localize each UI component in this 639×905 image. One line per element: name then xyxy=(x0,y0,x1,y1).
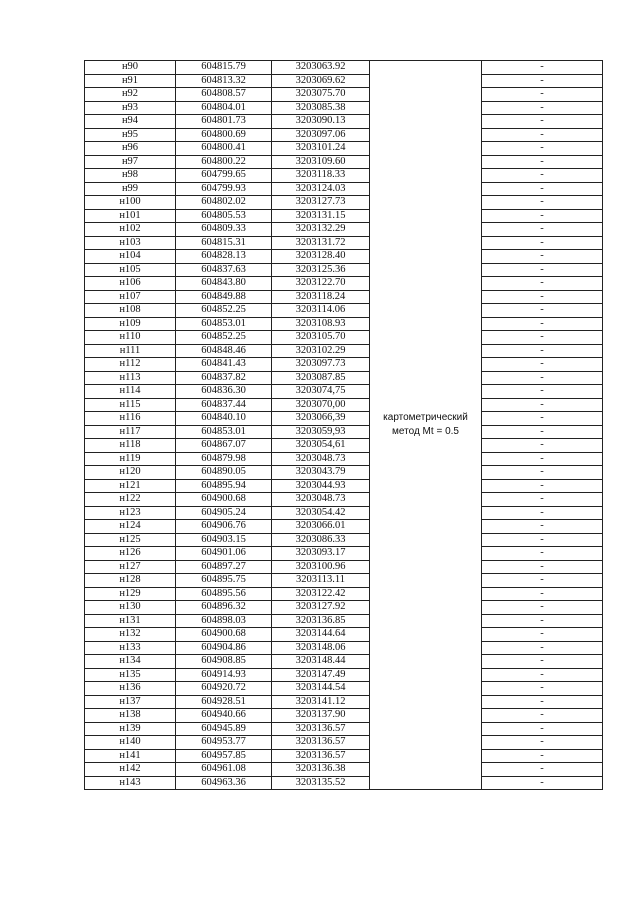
x-coordinate-cell: 604961.08 xyxy=(176,763,272,777)
table-row xyxy=(85,493,603,507)
table-row xyxy=(85,560,603,574)
y-coordinate-cell: 3203102.29 xyxy=(272,344,370,358)
y-coordinate-cell: 3203054.42 xyxy=(272,506,370,520)
point-id-cell: н98 xyxy=(85,169,176,183)
y-coordinate-cell: 3203131.72 xyxy=(272,236,370,250)
point-id-cell: н119 xyxy=(85,452,176,466)
table-row xyxy=(85,223,603,237)
y-coordinate-cell: 3203131.15 xyxy=(272,209,370,223)
point-id-cell: н125 xyxy=(85,533,176,547)
x-coordinate-cell: 604895.94 xyxy=(176,479,272,493)
y-coordinate-cell: 3203148.06 xyxy=(272,641,370,655)
y-coordinate-cell: 3203066,39 xyxy=(272,412,370,426)
y-coordinate-cell: 3203070,00 xyxy=(272,398,370,412)
note-cell: - xyxy=(482,358,603,372)
point-id-cell: н93 xyxy=(85,101,176,115)
table-row xyxy=(85,128,603,142)
table-row xyxy=(85,506,603,520)
table-row xyxy=(85,533,603,547)
table-row xyxy=(85,587,603,601)
x-coordinate-cell: 604853.01 xyxy=(176,425,272,439)
point-id-cell: н124 xyxy=(85,520,176,534)
note-cell: - xyxy=(482,695,603,709)
note-cell: - xyxy=(482,520,603,534)
note-cell: - xyxy=(482,412,603,426)
table-row xyxy=(85,115,603,129)
x-coordinate-cell: 604840.10 xyxy=(176,412,272,426)
method-cell xyxy=(370,61,482,790)
x-coordinate-cell: 604901.06 xyxy=(176,547,272,561)
table-row xyxy=(85,709,603,723)
x-coordinate-cell: 604848.46 xyxy=(176,344,272,358)
note-cell: - xyxy=(482,142,603,156)
x-coordinate-cell: 604815.79 xyxy=(176,61,272,75)
note-cell: - xyxy=(482,304,603,318)
point-id-cell: н135 xyxy=(85,668,176,682)
x-coordinate-cell: 604853.01 xyxy=(176,317,272,331)
coordinates-table-body xyxy=(85,61,603,790)
point-id-cell: н122 xyxy=(85,493,176,507)
y-coordinate-cell: 3203128.40 xyxy=(272,250,370,264)
table-row xyxy=(85,466,603,480)
point-id-cell: н113 xyxy=(85,371,176,385)
point-id-cell: н94 xyxy=(85,115,176,129)
table-row xyxy=(85,439,603,453)
x-coordinate-cell: 604905.24 xyxy=(176,506,272,520)
point-id-cell: н136 xyxy=(85,682,176,696)
note-cell: - xyxy=(482,722,603,736)
note-cell: - xyxy=(482,682,603,696)
point-id-cell: н97 xyxy=(85,155,176,169)
y-coordinate-cell: 3203043.79 xyxy=(272,466,370,480)
point-id-cell: н126 xyxy=(85,547,176,561)
x-coordinate-cell: 604940.66 xyxy=(176,709,272,723)
x-coordinate-cell: 604900.68 xyxy=(176,493,272,507)
x-coordinate-cell: 604815.31 xyxy=(176,236,272,250)
note-cell: - xyxy=(482,155,603,169)
y-coordinate-cell: 3203137.90 xyxy=(272,709,370,723)
table-row xyxy=(85,88,603,102)
x-coordinate-cell: 604895.75 xyxy=(176,574,272,588)
note-cell: - xyxy=(482,209,603,223)
note-cell: - xyxy=(482,61,603,75)
table-row xyxy=(85,155,603,169)
note-cell: - xyxy=(482,169,603,183)
table-row xyxy=(85,74,603,88)
note-cell: - xyxy=(482,196,603,210)
x-coordinate-cell: 604802.02 xyxy=(176,196,272,210)
y-coordinate-cell: 3203105.70 xyxy=(272,331,370,345)
x-coordinate-cell: 604867.07 xyxy=(176,439,272,453)
y-coordinate-cell: 3203136.85 xyxy=(272,614,370,628)
point-id-cell: н107 xyxy=(85,290,176,304)
table-row xyxy=(85,749,603,763)
x-coordinate-cell: 604836.30 xyxy=(176,385,272,399)
y-coordinate-cell: 3203136.57 xyxy=(272,736,370,750)
x-coordinate-cell: 604841.43 xyxy=(176,358,272,372)
y-coordinate-cell: 3203086.33 xyxy=(272,533,370,547)
y-coordinate-cell: 3203113.11 xyxy=(272,574,370,588)
table-row xyxy=(85,776,603,790)
point-id-cell: н102 xyxy=(85,223,176,237)
point-id-cell: н137 xyxy=(85,695,176,709)
point-id-cell: н109 xyxy=(85,317,176,331)
note-cell: - xyxy=(482,277,603,291)
note-cell: - xyxy=(482,439,603,453)
point-id-cell: н117 xyxy=(85,425,176,439)
x-coordinate-cell: 604879.98 xyxy=(176,452,272,466)
note-cell: - xyxy=(482,466,603,480)
point-id-cell: н99 xyxy=(85,182,176,196)
x-coordinate-cell: 604799.65 xyxy=(176,169,272,183)
table-row xyxy=(85,182,603,196)
note-cell: - xyxy=(482,182,603,196)
point-id-cell: н105 xyxy=(85,263,176,277)
point-id-cell: н141 xyxy=(85,749,176,763)
x-coordinate-cell: 604908.85 xyxy=(176,655,272,669)
table-row xyxy=(85,317,603,331)
y-coordinate-cell: 3203069.62 xyxy=(272,74,370,88)
x-coordinate-cell: 604898.03 xyxy=(176,614,272,628)
table-row xyxy=(85,628,603,642)
note-cell: - xyxy=(482,614,603,628)
y-coordinate-cell: 3203048.73 xyxy=(272,493,370,507)
table-row xyxy=(85,358,603,372)
y-coordinate-cell: 3203044.93 xyxy=(272,479,370,493)
note-cell: - xyxy=(482,601,603,615)
y-coordinate-cell: 3203114.06 xyxy=(272,304,370,318)
note-cell: - xyxy=(482,668,603,682)
note-cell: - xyxy=(482,317,603,331)
y-coordinate-cell: 3203135.52 xyxy=(272,776,370,790)
note-cell: - xyxy=(482,128,603,142)
point-id-cell: н104 xyxy=(85,250,176,264)
note-cell: - xyxy=(482,533,603,547)
point-id-cell: н143 xyxy=(85,776,176,790)
note-cell: - xyxy=(482,506,603,520)
x-coordinate-cell: 604957.85 xyxy=(176,749,272,763)
note-cell: - xyxy=(482,250,603,264)
y-coordinate-cell: 3203125.36 xyxy=(272,263,370,277)
point-id-cell: н100 xyxy=(85,196,176,210)
x-coordinate-cell: 604809.33 xyxy=(176,223,272,237)
y-coordinate-cell: 3203109.60 xyxy=(272,155,370,169)
y-coordinate-cell: 3203124.03 xyxy=(272,182,370,196)
table-row xyxy=(85,385,603,399)
x-coordinate-cell: 604904.86 xyxy=(176,641,272,655)
note-cell: - xyxy=(482,493,603,507)
point-id-cell: н130 xyxy=(85,601,176,615)
note-cell: - xyxy=(482,587,603,601)
x-coordinate-cell: 604963.36 xyxy=(176,776,272,790)
table-row xyxy=(85,574,603,588)
y-coordinate-cell: 3203144.54 xyxy=(272,682,370,696)
table-row xyxy=(85,331,603,345)
x-coordinate-cell: 604890.05 xyxy=(176,466,272,480)
note-cell: - xyxy=(482,115,603,129)
note-cell: - xyxy=(482,749,603,763)
note-cell: - xyxy=(482,74,603,88)
x-coordinate-cell: 604837.63 xyxy=(176,263,272,277)
point-id-cell: н138 xyxy=(85,709,176,723)
x-coordinate-cell: 604903.15 xyxy=(176,533,272,547)
note-cell: - xyxy=(482,655,603,669)
note-cell: - xyxy=(482,628,603,642)
y-coordinate-cell: 3203132.29 xyxy=(272,223,370,237)
x-coordinate-cell: 604837.44 xyxy=(176,398,272,412)
coordinates-table xyxy=(84,60,603,790)
y-coordinate-cell: 3203059,93 xyxy=(272,425,370,439)
x-coordinate-cell: 604800.41 xyxy=(176,142,272,156)
point-id-cell: н127 xyxy=(85,560,176,574)
table-row xyxy=(85,412,603,426)
point-id-cell: н116 xyxy=(85,412,176,426)
point-id-cell: н106 xyxy=(85,277,176,291)
y-coordinate-cell: 3203108.93 xyxy=(272,317,370,331)
note-cell: - xyxy=(482,385,603,399)
table-row xyxy=(85,479,603,493)
y-coordinate-cell: 3203097.06 xyxy=(272,128,370,142)
x-coordinate-cell: 604920.72 xyxy=(176,682,272,696)
x-coordinate-cell: 604906.76 xyxy=(176,520,272,534)
table-row xyxy=(85,425,603,439)
table-row xyxy=(85,371,603,385)
table-row xyxy=(85,601,603,615)
table-row xyxy=(85,452,603,466)
y-coordinate-cell: 3203048.73 xyxy=(272,452,370,466)
point-id-cell: н96 xyxy=(85,142,176,156)
table-row xyxy=(85,290,603,304)
point-id-cell: н112 xyxy=(85,358,176,372)
note-cell: - xyxy=(482,709,603,723)
table-row xyxy=(85,722,603,736)
point-id-cell: н123 xyxy=(85,506,176,520)
note-cell: - xyxy=(482,236,603,250)
method-text: метод Mt = 0.5 xyxy=(392,426,459,437)
point-id-cell: н139 xyxy=(85,722,176,736)
table-row xyxy=(85,142,603,156)
y-coordinate-cell: 3203148.44 xyxy=(272,655,370,669)
point-id-cell: н90 xyxy=(85,61,176,75)
x-coordinate-cell: 604804.01 xyxy=(176,101,272,115)
table-row xyxy=(85,263,603,277)
x-coordinate-cell: 604828.13 xyxy=(176,250,272,264)
point-id-cell: н115 xyxy=(85,398,176,412)
y-coordinate-cell: 3203141.12 xyxy=(272,695,370,709)
table-row xyxy=(85,61,603,75)
note-cell: - xyxy=(482,398,603,412)
table-row xyxy=(85,655,603,669)
table-row xyxy=(85,169,603,183)
x-coordinate-cell: 604900.68 xyxy=(176,628,272,642)
x-coordinate-cell: 604808.57 xyxy=(176,88,272,102)
table-row xyxy=(85,668,603,682)
point-id-cell: н91 xyxy=(85,74,176,88)
note-cell: - xyxy=(482,263,603,277)
x-coordinate-cell: 604852.25 xyxy=(176,331,272,345)
table-row xyxy=(85,101,603,115)
x-coordinate-cell: 604843.80 xyxy=(176,277,272,291)
x-coordinate-cell: 604837.82 xyxy=(176,371,272,385)
x-coordinate-cell: 604914.93 xyxy=(176,668,272,682)
table-row xyxy=(85,236,603,250)
y-coordinate-cell: 3203136.57 xyxy=(272,749,370,763)
y-coordinate-cell: 3203122.42 xyxy=(272,587,370,601)
note-cell: - xyxy=(482,763,603,777)
x-coordinate-cell: 604896.32 xyxy=(176,601,272,615)
point-id-cell: н142 xyxy=(85,763,176,777)
note-cell: - xyxy=(482,560,603,574)
x-coordinate-cell: 604953.77 xyxy=(176,736,272,750)
y-coordinate-cell: 3203144.64 xyxy=(272,628,370,642)
y-coordinate-cell: 3203075.70 xyxy=(272,88,370,102)
table-row xyxy=(85,547,603,561)
table-row xyxy=(85,196,603,210)
y-coordinate-cell: 3203100.96 xyxy=(272,560,370,574)
table-row xyxy=(85,763,603,777)
note-cell: - xyxy=(482,331,603,345)
point-id-cell: н103 xyxy=(85,236,176,250)
point-id-cell: н95 xyxy=(85,128,176,142)
y-coordinate-cell: 3203066.01 xyxy=(272,520,370,534)
note-cell: - xyxy=(482,425,603,439)
point-id-cell: н134 xyxy=(85,655,176,669)
point-id-cell: н108 xyxy=(85,304,176,318)
table-row xyxy=(85,209,603,223)
note-cell: - xyxy=(482,452,603,466)
x-coordinate-cell: 604928.51 xyxy=(176,695,272,709)
note-cell: - xyxy=(482,101,603,115)
y-coordinate-cell: 3203118.24 xyxy=(272,290,370,304)
note-cell: - xyxy=(482,88,603,102)
point-id-cell: н133 xyxy=(85,641,176,655)
table-row xyxy=(85,695,603,709)
x-coordinate-cell: 604897.27 xyxy=(176,560,272,574)
y-coordinate-cell: 3203054,61 xyxy=(272,439,370,453)
table-row xyxy=(85,641,603,655)
y-coordinate-cell: 3203097.73 xyxy=(272,358,370,372)
point-id-cell: н128 xyxy=(85,574,176,588)
point-id-cell: н92 xyxy=(85,88,176,102)
y-coordinate-cell: 3203090.13 xyxy=(272,115,370,129)
x-coordinate-cell: 604799.93 xyxy=(176,182,272,196)
table-row xyxy=(85,736,603,750)
point-id-cell: н120 xyxy=(85,466,176,480)
point-id-cell: н110 xyxy=(85,331,176,345)
table-row xyxy=(85,682,603,696)
y-coordinate-cell: 3203136.57 xyxy=(272,722,370,736)
note-cell: - xyxy=(482,371,603,385)
x-coordinate-cell: 604945.89 xyxy=(176,722,272,736)
note-cell: - xyxy=(482,736,603,750)
x-coordinate-cell: 604813.32 xyxy=(176,74,272,88)
point-id-cell: н111 xyxy=(85,344,176,358)
point-id-cell: н140 xyxy=(85,736,176,750)
x-coordinate-cell: 604800.22 xyxy=(176,155,272,169)
point-id-cell: н118 xyxy=(85,439,176,453)
y-coordinate-cell: 3203122.70 xyxy=(272,277,370,291)
table-row xyxy=(85,398,603,412)
y-coordinate-cell: 3203136.38 xyxy=(272,763,370,777)
y-coordinate-cell: 3203118.33 xyxy=(272,169,370,183)
point-id-cell: н114 xyxy=(85,385,176,399)
note-cell: - xyxy=(482,776,603,790)
note-cell: - xyxy=(482,547,603,561)
table-row xyxy=(85,614,603,628)
point-id-cell: н121 xyxy=(85,479,176,493)
table-row xyxy=(85,304,603,318)
y-coordinate-cell: 3203074,75 xyxy=(272,385,370,399)
y-coordinate-cell: 3203063.92 xyxy=(272,61,370,75)
x-coordinate-cell: 604800.69 xyxy=(176,128,272,142)
note-cell: - xyxy=(482,574,603,588)
point-id-cell: н131 xyxy=(85,614,176,628)
x-coordinate-cell: 604895.56 xyxy=(176,587,272,601)
y-coordinate-cell: 3203127.92 xyxy=(272,601,370,615)
y-coordinate-cell: 3203127.73 xyxy=(272,196,370,210)
y-coordinate-cell: 3203101.24 xyxy=(272,142,370,156)
x-coordinate-cell: 604849.88 xyxy=(176,290,272,304)
y-coordinate-cell: 3203093.17 xyxy=(272,547,370,561)
note-cell: - xyxy=(482,344,603,358)
x-coordinate-cell: 604805.53 xyxy=(176,209,272,223)
note-cell: - xyxy=(482,479,603,493)
note-cell: - xyxy=(482,290,603,304)
point-id-cell: н129 xyxy=(85,587,176,601)
y-coordinate-cell: 3203087.85 xyxy=(272,371,370,385)
table-row xyxy=(85,250,603,264)
y-coordinate-cell: 3203147.49 xyxy=(272,668,370,682)
table-row xyxy=(85,520,603,534)
table-row xyxy=(85,277,603,291)
y-coordinate-cell: 3203085.38 xyxy=(272,101,370,115)
x-coordinate-cell: 604852.25 xyxy=(176,304,272,318)
x-coordinate-cell: 604801.73 xyxy=(176,115,272,129)
point-id-cell: н132 xyxy=(85,628,176,642)
note-cell: - xyxy=(482,223,603,237)
point-id-cell: н101 xyxy=(85,209,176,223)
method-text: картометрический xyxy=(383,412,468,423)
note-cell: - xyxy=(482,641,603,655)
table-row xyxy=(85,344,603,358)
